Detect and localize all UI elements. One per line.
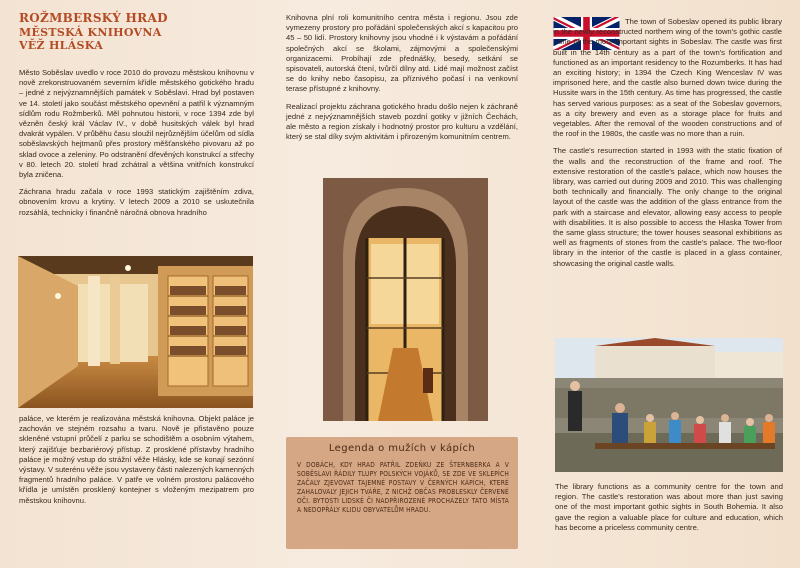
title-line-3: VĚŽ HLÁSKA [19, 39, 104, 52]
english-paragraph-2: The castle's resurrection started in 1993 with the static fixation of the walls and the reconstruction of the frame and roof. The extensive restoration of the castle's palace, which now houses the library, was carried out during 2009 and 2010. This was challenging both technically and financially. The only change to the original layout of the castle was the addition of the glass entrance from the park with a staircase and elevator, allowing easy access to people with disabilities. It is also possible to access the Hlaska Tower from the same glass structure; the tower houses seasonal exhibitions as well as fragments of stones from the castle's palace. The two-floor library in the interior of the castle is placed in a glass container, showcasing the original castle walls. [553, 146, 782, 268]
english-column [553, 17, 782, 276]
czech-intro-column [19, 68, 254, 225]
czech-paragraph-1: Město Soběslav uvedlo v roce 2010 do provozu městskou knihovnu v nově zrekonstruovaném severním křídle městského gotického hradu – jedné z nejvýznamnějších památek v Soběslavi. Hrad byl postaven ve 14. století jako součást městského opevnění a patřil k významným sídlům rodu Rožmberků. Měl pohnutou historii, v roce 1394 zde byl vězněn český král Václav IV., v době husitských válek byl hrad dvakrát vypálen. V průběhu času sloužil nejrůznějším účelům od sídla soběslavských hejtmanů přes prostory měšťanského pivovaru až po sklad ovoce a zeleniny. Po odstranění dřevěných konstrukcí a střechy v 80. letech 20. století hrad zchátral a většina vnitřních konstrukcí byla zničena. [19, 68, 254, 180]
title-line-1: ROŽMBERSKÝ HRAD [19, 11, 168, 25]
czech-paragraph-5: Realizací projektu záchrana gotického hradu došlo nejen k záchraně jedné z nejvýznamnějších staveb pozdní gotiky v jižních Čechách, ale město a region získaly i hodnotný prostor pro kulturu a vzdělání, který se stal díky svým aktivitám i přirozeným komunitním centrem. [286, 101, 518, 142]
czech-paragraph-2: Záchrana hradu začala v roce 1993 statickým zajištěním zdiva, obnovením krovu a krytiny. V letech 2009 a 2010 se uskutečnila rozsáhlá, technicky i finančně náročná obnova hradního [19, 187, 254, 217]
czech-community-column [286, 13, 518, 149]
english-community-column [555, 482, 783, 540]
czech-paragraph-4: Knihovna plní roli komunitního centra města i regionu. Jsou zde vymezeny prostory pro pořádání společenských akcí s kapacitou pro 45 – 50 lidí. Prostory knihovny jsou vhodné i k výstavám a pořádání společných akcí se školami, zájmovými a společenskými organizacemi. Probíhají zde přednášky, besedy, setkání se spisovateli, autorská čtení, tvůrčí dílny atd. Lidé mají možnost začíst se do knihy nebo časopisu, za příznivého počasí i na venkovní terase přístupné z knihovny. [286, 13, 518, 94]
legend-title: Legenda o mužích v kápích [328, 443, 476, 454]
title-line-2: MĚSTSKÁ KNIHOVNA [19, 25, 162, 39]
english-paragraph-3: The library functions as a community centre for the town and region. The castle's restoration was about more than just saving one of the most important gothic sights in South Bohemia. It also gave the region a valuable place for culture and education, which has become a priceless community centre. [555, 482, 783, 532]
legend-text: V DOBÁCH, KDY HRAD PATŘIL ZDEŇKU ZE ŠTERNBERKA A V SOBĚSLAVI ŘÁDILY TLUPY POLSKÝCH VOJÁKŮ, SE ZDE VE SKLEPÍCH ZAČALY ZJEVOVAT TAJEMNÉ POSTAVY V ČERNÝCH KÁPÍCH, KTERÉ ZAHALOVALY JEJICH TVÁŘE, Z NICHŽ OBČAS PROBLESKLY ČERVENÉ OČI. BYTOSTI LIDSKÉ ČI NADPŘIROZENÉ PROCHÁZELY TATO MÍSTA A NEDOPŘÁLY KLIDU OBYVATELŮM HRADU. [297, 461, 509, 515]
english-paragraph-1: The town of Sobeslav opened its public library in the newly reconstructed northern wing of the town's gothic castle - one of the most important sights in Sobeslav. The castle was first built in the 14th century as a part of the town's fortification and functioned as an important residency to the Rozumberks. It has had an exciting history; in 1394 the Czech King Wenceslav IV was imprisoned here, and the castle also burned down twice during the Hussite wars in the 15th century. As time has progressed, the castle has served various purposes: as a seat of the Sobeslav governors, as a city brewery and even as a storage place for fruits and vegetables. After the removal of the wooden constructions and of the roof in the 1980s, the castle was no more than a ruin. [553, 17, 782, 139]
community-event-photo [555, 338, 783, 472]
page-title [19, 12, 239, 53]
czech-library-column [19, 414, 254, 513]
czech-paragraph-3: paláce, ve kterém je realizována městská knihovna. Objekt paláce je zachován ve stejném rozsahu a tvaru. Nově je přistavěno pouze skleněné vstupní průčelí z parku se schodištěm a osobním výtahem, který zajišťuje bezbariérový přístup. Z prosklené přístavby hradního paláce je možný vstup do strážní věže Hlásky, kde se konají sezónní výstavy. V suterénu věže jsou vystaveny části nalezených kamenných fragmentů hradního paláce. V patře ve volném prostoru palácového křídla je umístěn prosklený kontejner s vloženým mezipatrem pro městskou knihovnu. [19, 414, 254, 505]
legend-box [286, 437, 518, 549]
library-interior-photo [18, 256, 253, 408]
gothic-arch-photo [323, 178, 488, 421]
